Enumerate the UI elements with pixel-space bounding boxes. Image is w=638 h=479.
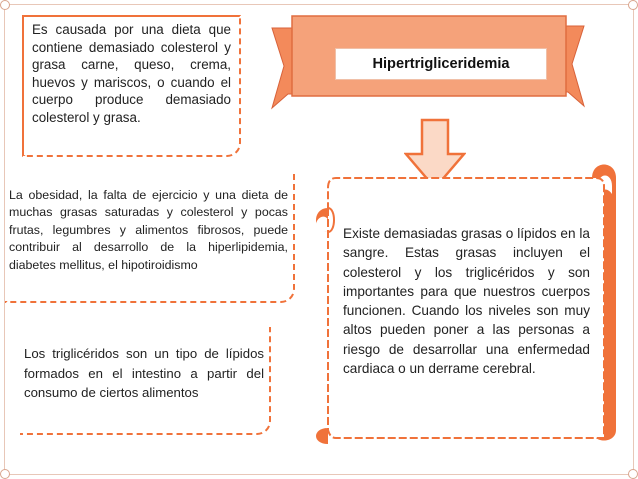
triglycerides-text: Los triglicéridos son un tipo de lípidos formados en el intestino a partir del consumo de ciertos alimentos	[24, 346, 264, 400]
title-text: Hipertrigliceridemia	[372, 56, 510, 72]
title-label	[335, 48, 547, 80]
corner-dot-bottom-right	[628, 469, 638, 479]
cause-box	[22, 15, 241, 157]
cause-text: Es causada por una dieta que contiene demasiado colesterol y grasa carne, queso, crema, huevos y mariscos, o cuando el cuerpo produce demasiado colesterol y grasa.	[32, 22, 231, 125]
frame-bottom-line	[8, 474, 630, 475]
frame-top-line	[8, 4, 630, 5]
description-box	[343, 224, 590, 378]
triglycerides-box	[20, 327, 271, 435]
risk-factors-text: La obesidad, la falta de ejercicio y una dieta de muchas grasas saturadas y colesterol y pocas frutas, legumbres y alimentos fibrosos, puede contribuir al desarrollo de la hiperlipidemia, diabetes mellitus, el hipotiroidismo	[9, 188, 288, 272]
description-text: Existe demasiadas grasas o lípidos en la sangre. Estas grasas incluyen el colesterol y los triglicéridos y son importantes para que nuestros cuerpos funcionen. Cuando los niveles son muy altos pueden poner a las personas a riesgo de desarrollar una enfermedad cardiaca o un derrame cerebral.	[343, 226, 590, 377]
risk-factors-box	[5, 173, 295, 303]
corner-dot-bottom-left	[0, 469, 10, 479]
corner-dot-top-left	[0, 0, 10, 10]
frame-right-line	[633, 8, 634, 470]
corner-dot-top-right	[628, 0, 638, 10]
